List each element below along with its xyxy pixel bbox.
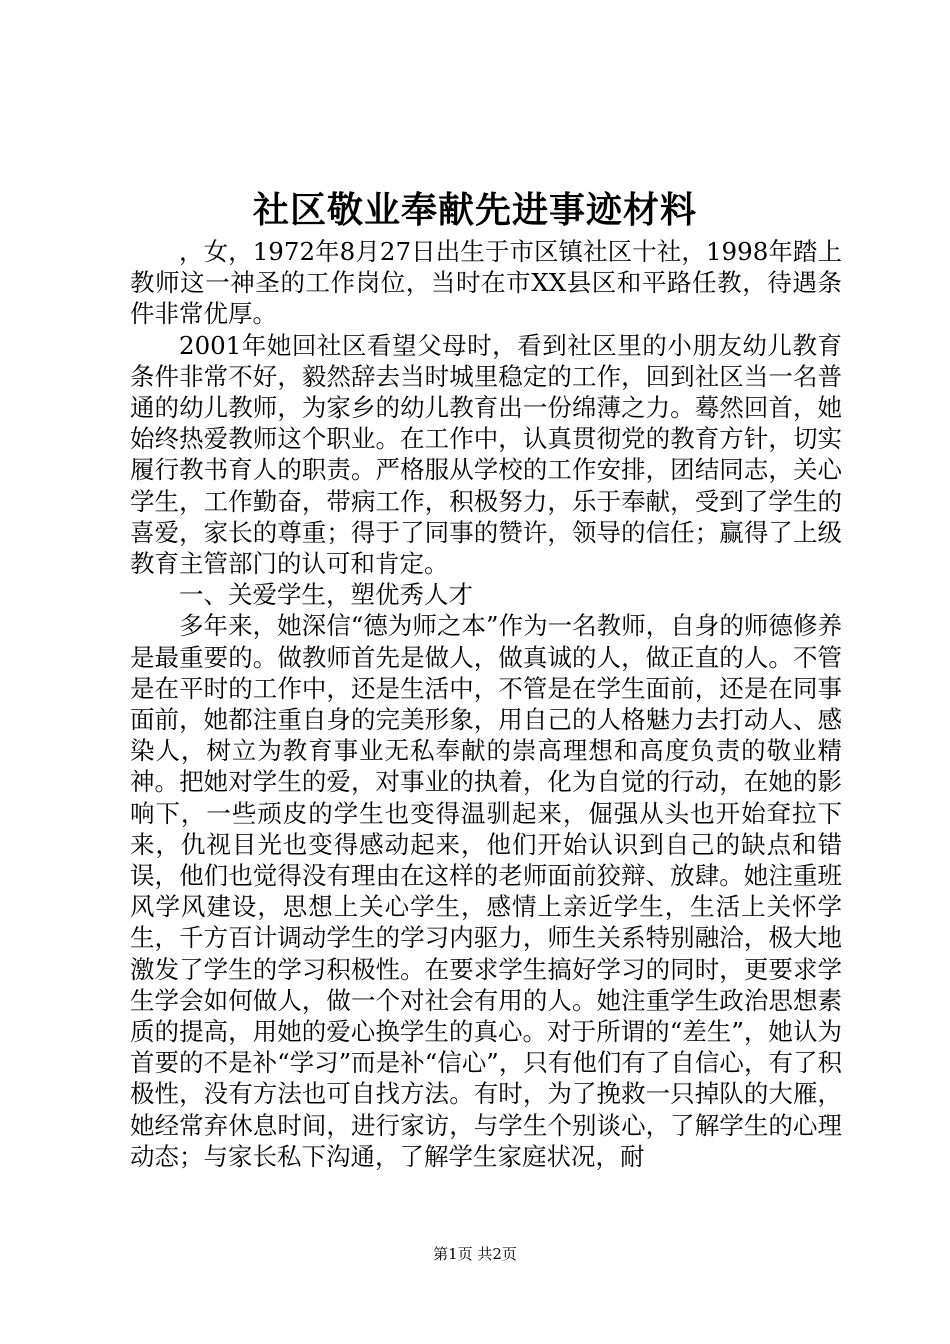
- document-title: 社区敬业奉献先进事迹材料: [252, 189, 697, 231]
- section-heading: 一、关爱学生，塑优秀人才: [179, 580, 473, 610]
- document-body: [130, 236, 842, 1172]
- page-footer: 第1页 共2页: [433, 1245, 517, 1263]
- paragraph: 多年来，她深信“德为师之本”作为一名教师，自身的师德修养是最重要的。做教师首先是做人，做真诚的人，做正直的人。不管是在平时的工作中，还是生活中，不管是在学生面前，还是在同事面前，她都注重自身的完美形象，用自己的人格魅力去打动人、感染人，树立为教育事业无私奉献的崇高理想和高度负责的敬业精神。把她对学生的爱，对事业的执着，化为自觉的行动，在她的影响下，一些顽皮的学生也变得温驯起来，倔强从头也开始耷拉下来，仇视目光也变得感动起来，他们开始认识到自己的缺点和错误，他们也觉得没有理由在这样的老师面前狡辩、放肆。她注重班风学风建设，思想上关心学生，感情上亲近学生，生活上关怀学生，千方百计调动学生的学习内驱力，师生关系特别融洽，极大地激发了学生的学习积极性。在要求学生搞好学习的同时，更要求学生学会如何做人，做一个对社会有用的人。她注重学生政治思想素质的提高，用她的爱心换学生的真心。对于所谓的“差生”，她认为首要的不是补“学习”而是补“信心”，只有他们有了自信心，有了积极性，没有方法也可自找方法。有时，为了挽救一只掉队的大雁，她经常弃休息时间，进行家访，与学生个别谈心，了解学生的心理动态；与家长私下沟通，了解学生家庭状况，耐: [130, 611, 842, 1171]
- paragraph: ，女，1972年8月27日出生于市区镇社区十社，1998年踏上教师这一神圣的工作岗位，当时在市XX县区和平路任教，待遇条件非常优厚。: [130, 237, 842, 329]
- paragraph: 2001年她回社区看望父母时，看到社区里的小朋友幼儿教育条件非常不好，毅然辞去当时城里稳定的工作，回到社区当一名普通的幼儿教师，为家乡的幼儿教育出一份绵薄之力。蓦然回首，她始终热爱教师这个职业。在工作中，认真贯彻党的教育方针，切实履行教书育人的职责。严格服从学校的工作安排，团结同志，关心学生，工作勤奋，带病工作，积极努力，乐于奉献，受到了学生的喜爱，家长的尊重；得于了同事的赞许，领导的信任；赢得了上级教育主管部门的认可和肯定。: [130, 330, 842, 579]
